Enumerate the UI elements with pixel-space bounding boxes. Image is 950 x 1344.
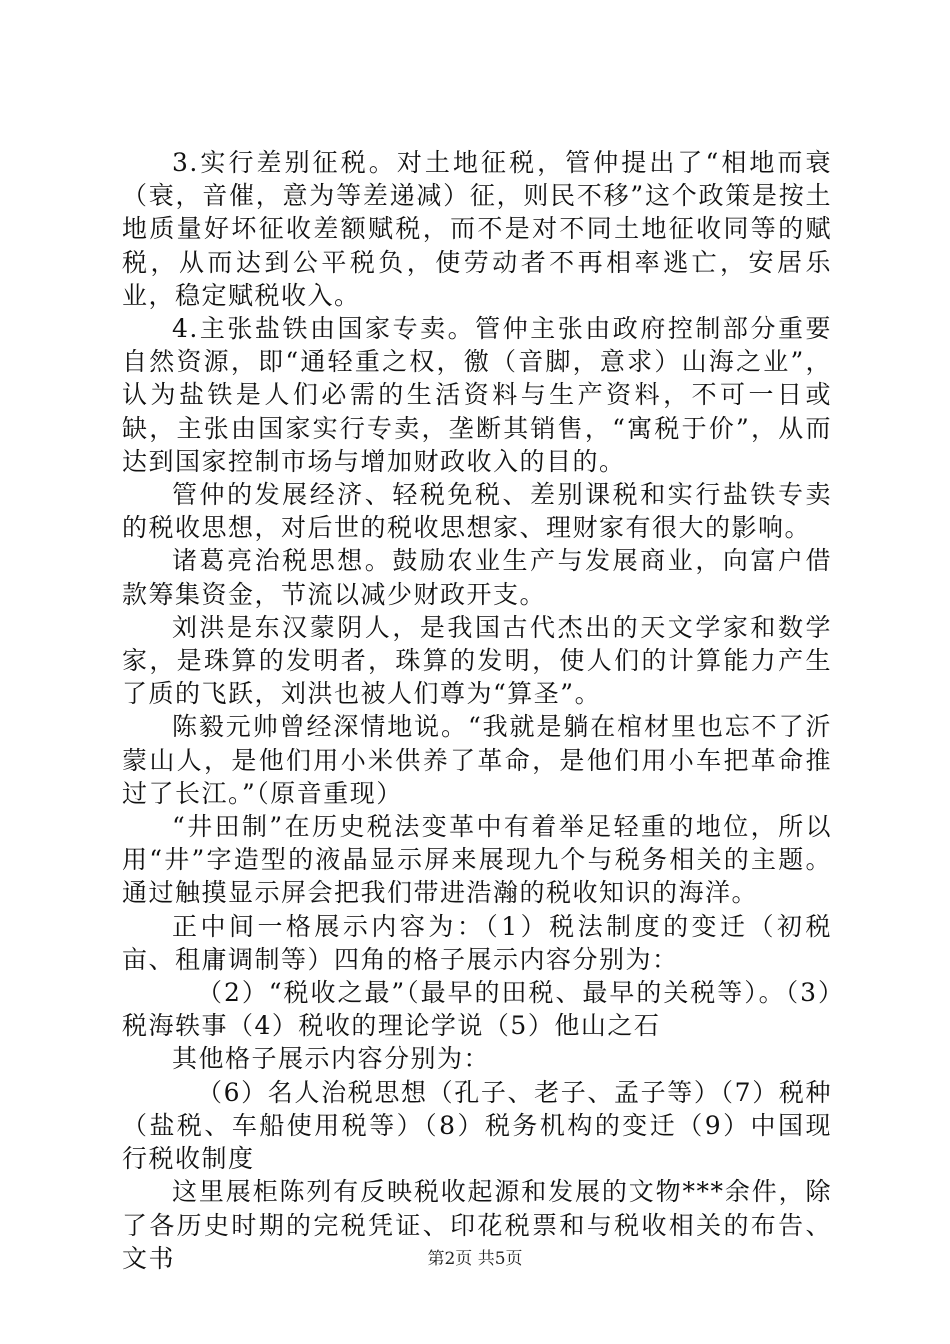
paragraph-zhuge-liang: 诸葛亮治税思想。鼓励农业生产与发展商业，向富户借款筹集资金，节流以减少财政开支。 (122, 546, 832, 609)
paragraph-salt-iron-monopoly: 4.主张盐铁由国家专卖。管仲主张由政府控制部分重要自然资源，即“通轻重之权，徼（音脚，意求）山海之业”，认为盐铁是人们必需的生活资料与生产资料，不可一日或缺，主张由国家实行专卖，垄断其销售，“寓税于价”，从而达到国家控制市场与增加财政收入的目的。 (122, 314, 832, 476)
page-footer: 第2页 共5页 (427, 1249, 523, 1269)
paragraph-corner-grids: （2）“税收之最”（最早的田税、最早的关税等）。（3）税海轶事（4）税收的理论学说（5）他山之石 (122, 978, 832, 1041)
paragraph-other-grids: （6）名人治税思想（孔子、老子、孟子等）（7）税种（盐税、车船使用税等）（8）税务机构的变迁（9）中国现行税收制度 (122, 1077, 832, 1174)
document-body (122, 146, 832, 1275)
paragraph-liu-hong: 刘洪是东汉蒙阴人，是我国古代杰出的天文学家和数学家，是珠算的发明者，珠算的发明，使人们的计算能力产生了质的飞跃，刘洪也被人们尊为“算圣”。 (122, 612, 832, 709)
paragraph-chen-yi-quote: 陈毅元帅曾经深情地说。“我就是躺在棺材里也忘不了沂蒙山人，是他们用小米供养了革命，是他们用小车把革命推过了长江。”（原音重现） (122, 712, 832, 808)
paragraph-guanzhong-influence: 管仲的发展经济、轻税免税、差别课税和实行盐铁专卖的税收思想，对后世的税收思想家、理财家有很大的影响。 (122, 480, 832, 543)
paragraph-center-grid: 正中间一格展示内容为：（1）税法制度的变迁（初税亩、租庸调制等）四角的格子展示内容分别为： (122, 911, 832, 974)
paragraph-other-grids-intro: 其他格子展示内容分别为： (172, 1044, 491, 1074)
paragraph-exhibit-cabinet: 这里展柜陈列有反映税收起源和发展的文物***余件，除了各历史时期的完税凭证、印花税票和与税收相关的布告、文书 (122, 1177, 832, 1273)
paragraph-jingtian-system: “井田制”在历史税法变革中有着举足轻重的地位，所以用“井”字造型的液晶显示屏来展现九个与税务相关的主题。通过触摸显示屏会把我们带进浩瀚的税收知识的海洋。 (122, 812, 832, 908)
paragraph-differential-taxation: 3.实行差别征税。对土地征税，管仲提出了“相地而衰（衰，音催，意为等差递减）征，则民不移”这个政策是按土地质量好坏征收差额赋税，而不是对不同土地征收同等的赋税，从而达到公平税负，使劳动者不再相率逃亡，安居乐业，稳定赋税收入。 (122, 148, 832, 310)
